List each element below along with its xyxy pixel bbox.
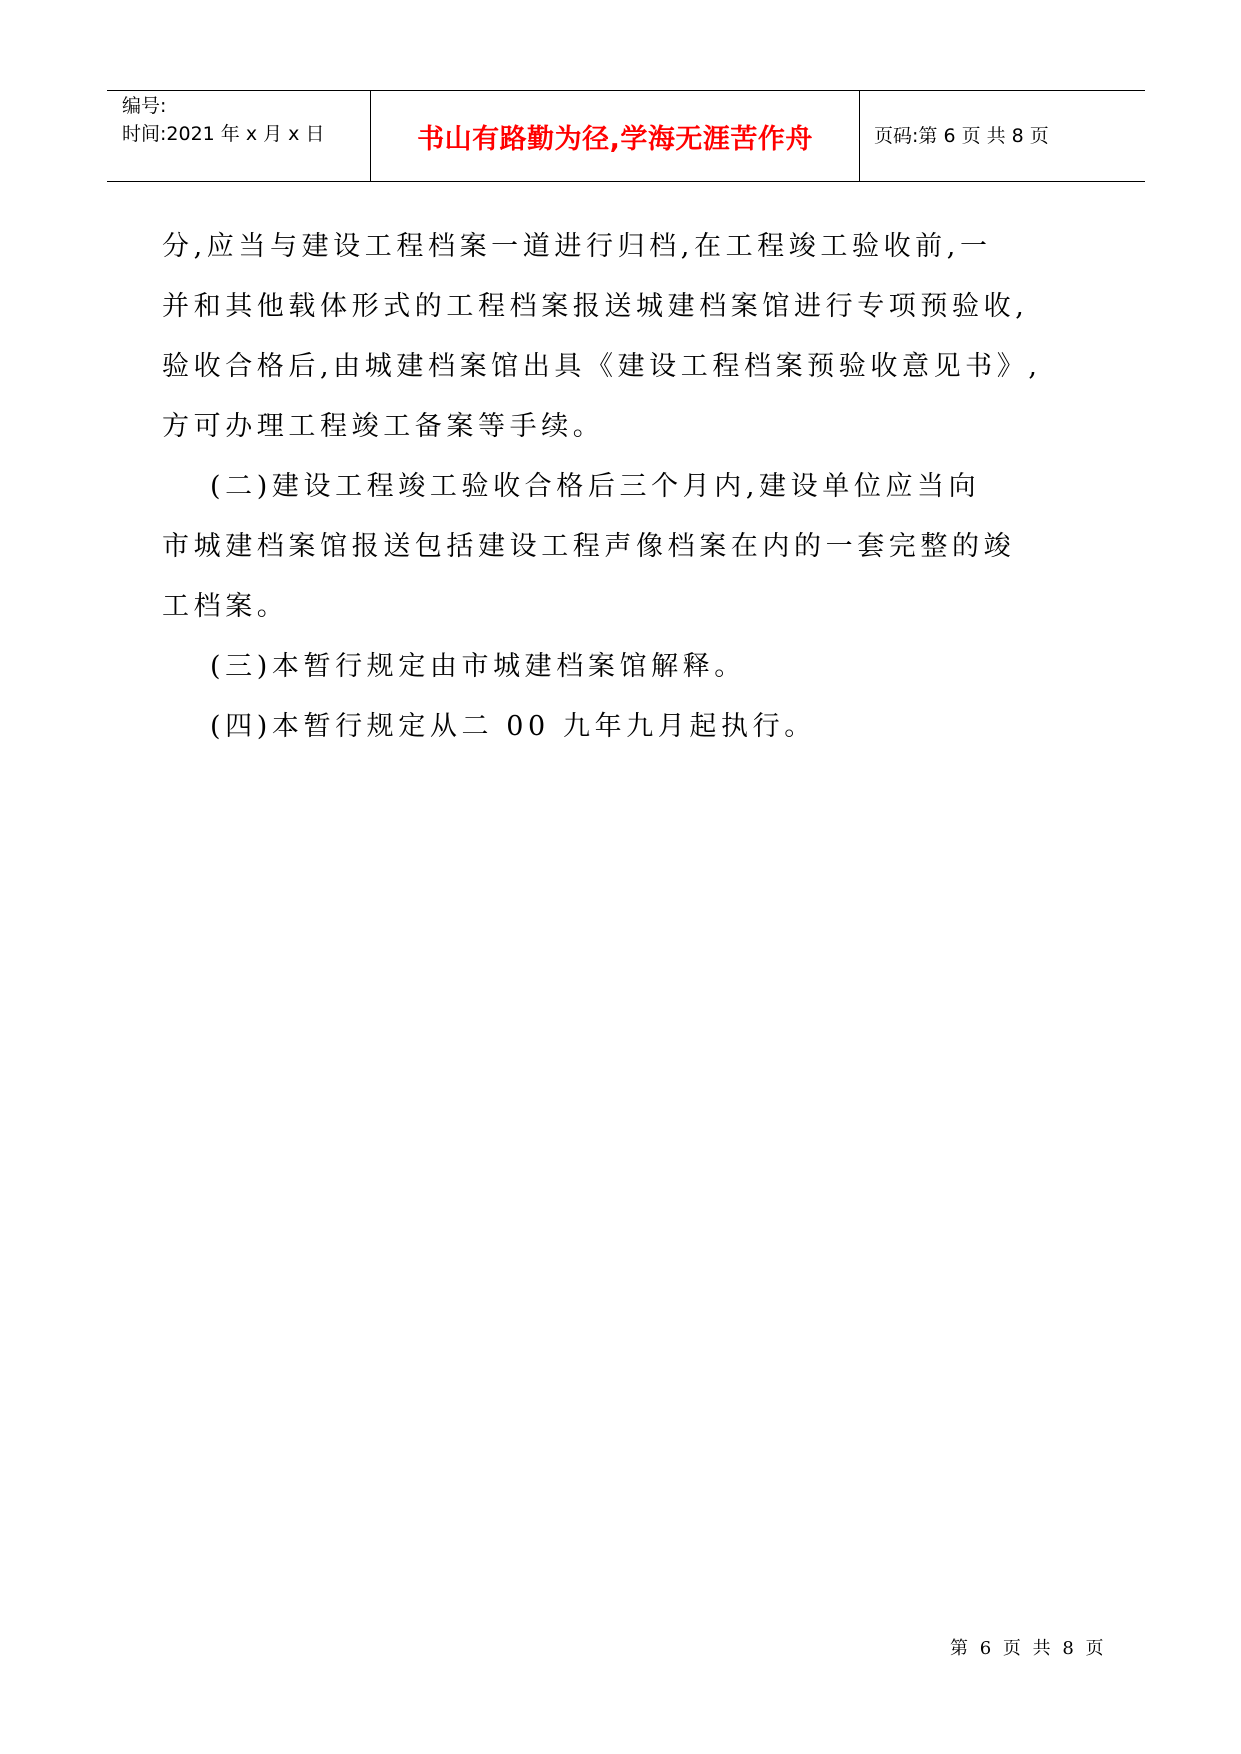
body-line: (四)本暂行规定从二 00 九年九月起执行。 [210, 711, 816, 742]
footer-page-number: 第 6 页 共 8 页 [950, 1638, 1107, 1659]
header-right-cell [860, 91, 1145, 181]
header-page-info: 页码:第 6 页 共 8 页 [874, 125, 1049, 147]
document-time-label: 时间:2021 年 x 月 x 日 [122, 123, 325, 145]
body-line: (三)本暂行规定由市城建档案馆解释。 [210, 651, 746, 682]
body-line: 并和其他载体形式的工程档案报送城建档案馆进行专项预验收, [162, 291, 1029, 322]
header-motto: 书山有路勤为径,学海无涯苦作舟 [417, 123, 813, 155]
body-line: (二)建设工程竣工验收合格后三个月内,建设单位应当向 [210, 471, 981, 502]
header-middle-cell [370, 91, 860, 181]
body-line: 工档案。 [162, 591, 289, 622]
body-line: 验收合格后,由城建档案馆出具《建设工程档案预验收意见书》, [162, 351, 1042, 382]
body-line: 分,应当与建设工程档案一道进行归档,在工程竣工验收前,一 [162, 231, 992, 262]
body-line: 方可办理工程竣工备案等手续。 [162, 411, 605, 442]
page-header [107, 90, 1145, 182]
header-left-cell [107, 91, 370, 181]
document-number-label: 编号: [122, 95, 167, 117]
body-line: 市城建档案馆报送包括建设工程声像档案在内的一套完整的竣 [162, 531, 1016, 562]
